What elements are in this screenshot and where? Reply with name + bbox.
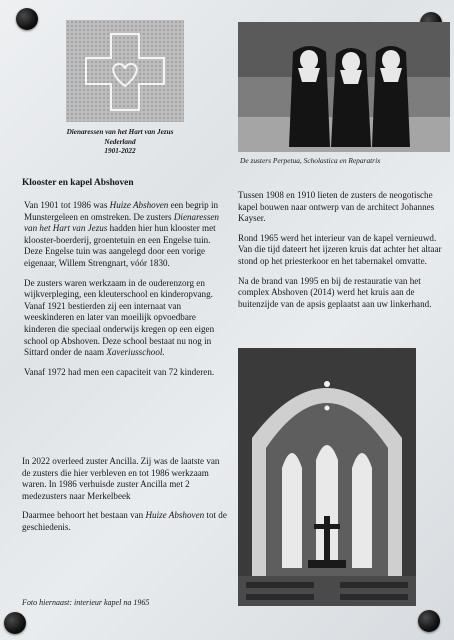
bolt-icon xyxy=(16,8,38,30)
paragraph: Vanaf 1972 had men een capaciteit van 72 kinderen. xyxy=(24,366,215,377)
text-italic: Dienaressen van het Hart van Jezus xyxy=(24,211,219,234)
paragraph: Na de brand van 1995 en bij de restauratie van het complex Abshoven (2014) werd het kruis aan de buitenzijde van de apsis geplaatst aan uw linkerhand. xyxy=(238,275,432,309)
text: De zusters waren werkzaam in de ouderenzorg en wijkverpleging, een kleuterschool en kinderopvang. Vanaf 1921 bestierden zij een internaat van weeskinderen en later van moeilijk opvoedbare kinderen die speciaal onderwijs kregen op een eigen school op Abshoven. Deze school bestaat nu nog in Sittard onder de naam xyxy=(24,277,215,358)
text-italic: Huize Abshoven xyxy=(145,510,205,521)
paragraph xyxy=(22,510,230,533)
paragraph: Rond 1965 werd het interieur van de kapel vernieuwd. Van die tijd dateert het ijzeren kruis dat achter het altaar stond op het priesterkoor en het tabernakel omvatte. xyxy=(238,232,442,266)
cross-heart-icon xyxy=(66,20,184,122)
left-column-lower xyxy=(22,456,230,542)
text: een begrip in Munstergeleen en omstreken. De zusters xyxy=(24,200,219,222)
text: hadden hier hun klooster met klooster-boerderij, groentetuin en een Engelse tuin. Deze Engelse tuin was aangelegd door een vorige eigenaar, Willem Strengnart, vóór 1830. xyxy=(24,223,216,268)
paragraph: Tussen 1908 en 1910 lieten de zusters de neogotische kapel bouwen naar ontwerp van de architect Johannes Kayser. xyxy=(238,190,435,224)
section-heading: Klooster en kapel Abshoven xyxy=(22,178,134,188)
bolt-icon xyxy=(418,610,440,632)
bolt-icon xyxy=(4,612,26,634)
paragraph: In 2022 overleed zuster Ancilla. Zij was de laatste van de zusters die hier verbleven en tot 1986 werkzaam waren. In 1986 verhuisde zuster Ancilla met 2 medezusters naar Merkelbeek xyxy=(22,456,220,501)
text: Daarmee behoort het bestaan van xyxy=(22,510,146,521)
right-column xyxy=(238,190,444,318)
photo-three-sisters xyxy=(238,22,450,152)
photo-note: Foto hiernaast: interieur kapel na 1965 xyxy=(22,598,150,607)
logo-caption-line: 1901-2022 xyxy=(104,147,136,155)
photo-caption: De zusters Perpetua, Scholastica en Reparatrix xyxy=(240,156,381,165)
text: Van 1901 tot 1986 was xyxy=(24,200,110,210)
logo-caption-line: Dienaressen van het Hart van Jezus xyxy=(66,128,174,136)
text-italic: Huize Abshoven xyxy=(109,200,169,210)
logo-caption-line: Nederland xyxy=(104,137,136,146)
photo-chapel-interior xyxy=(238,348,416,606)
paragraph xyxy=(24,278,230,359)
left-column xyxy=(24,200,230,386)
text: tot de geschiedenis. xyxy=(22,510,227,532)
paragraph xyxy=(24,200,230,270)
congregation-logo xyxy=(66,20,184,122)
logo-caption xyxy=(40,128,200,157)
text-italic: Xaveriusschool. xyxy=(106,347,165,358)
